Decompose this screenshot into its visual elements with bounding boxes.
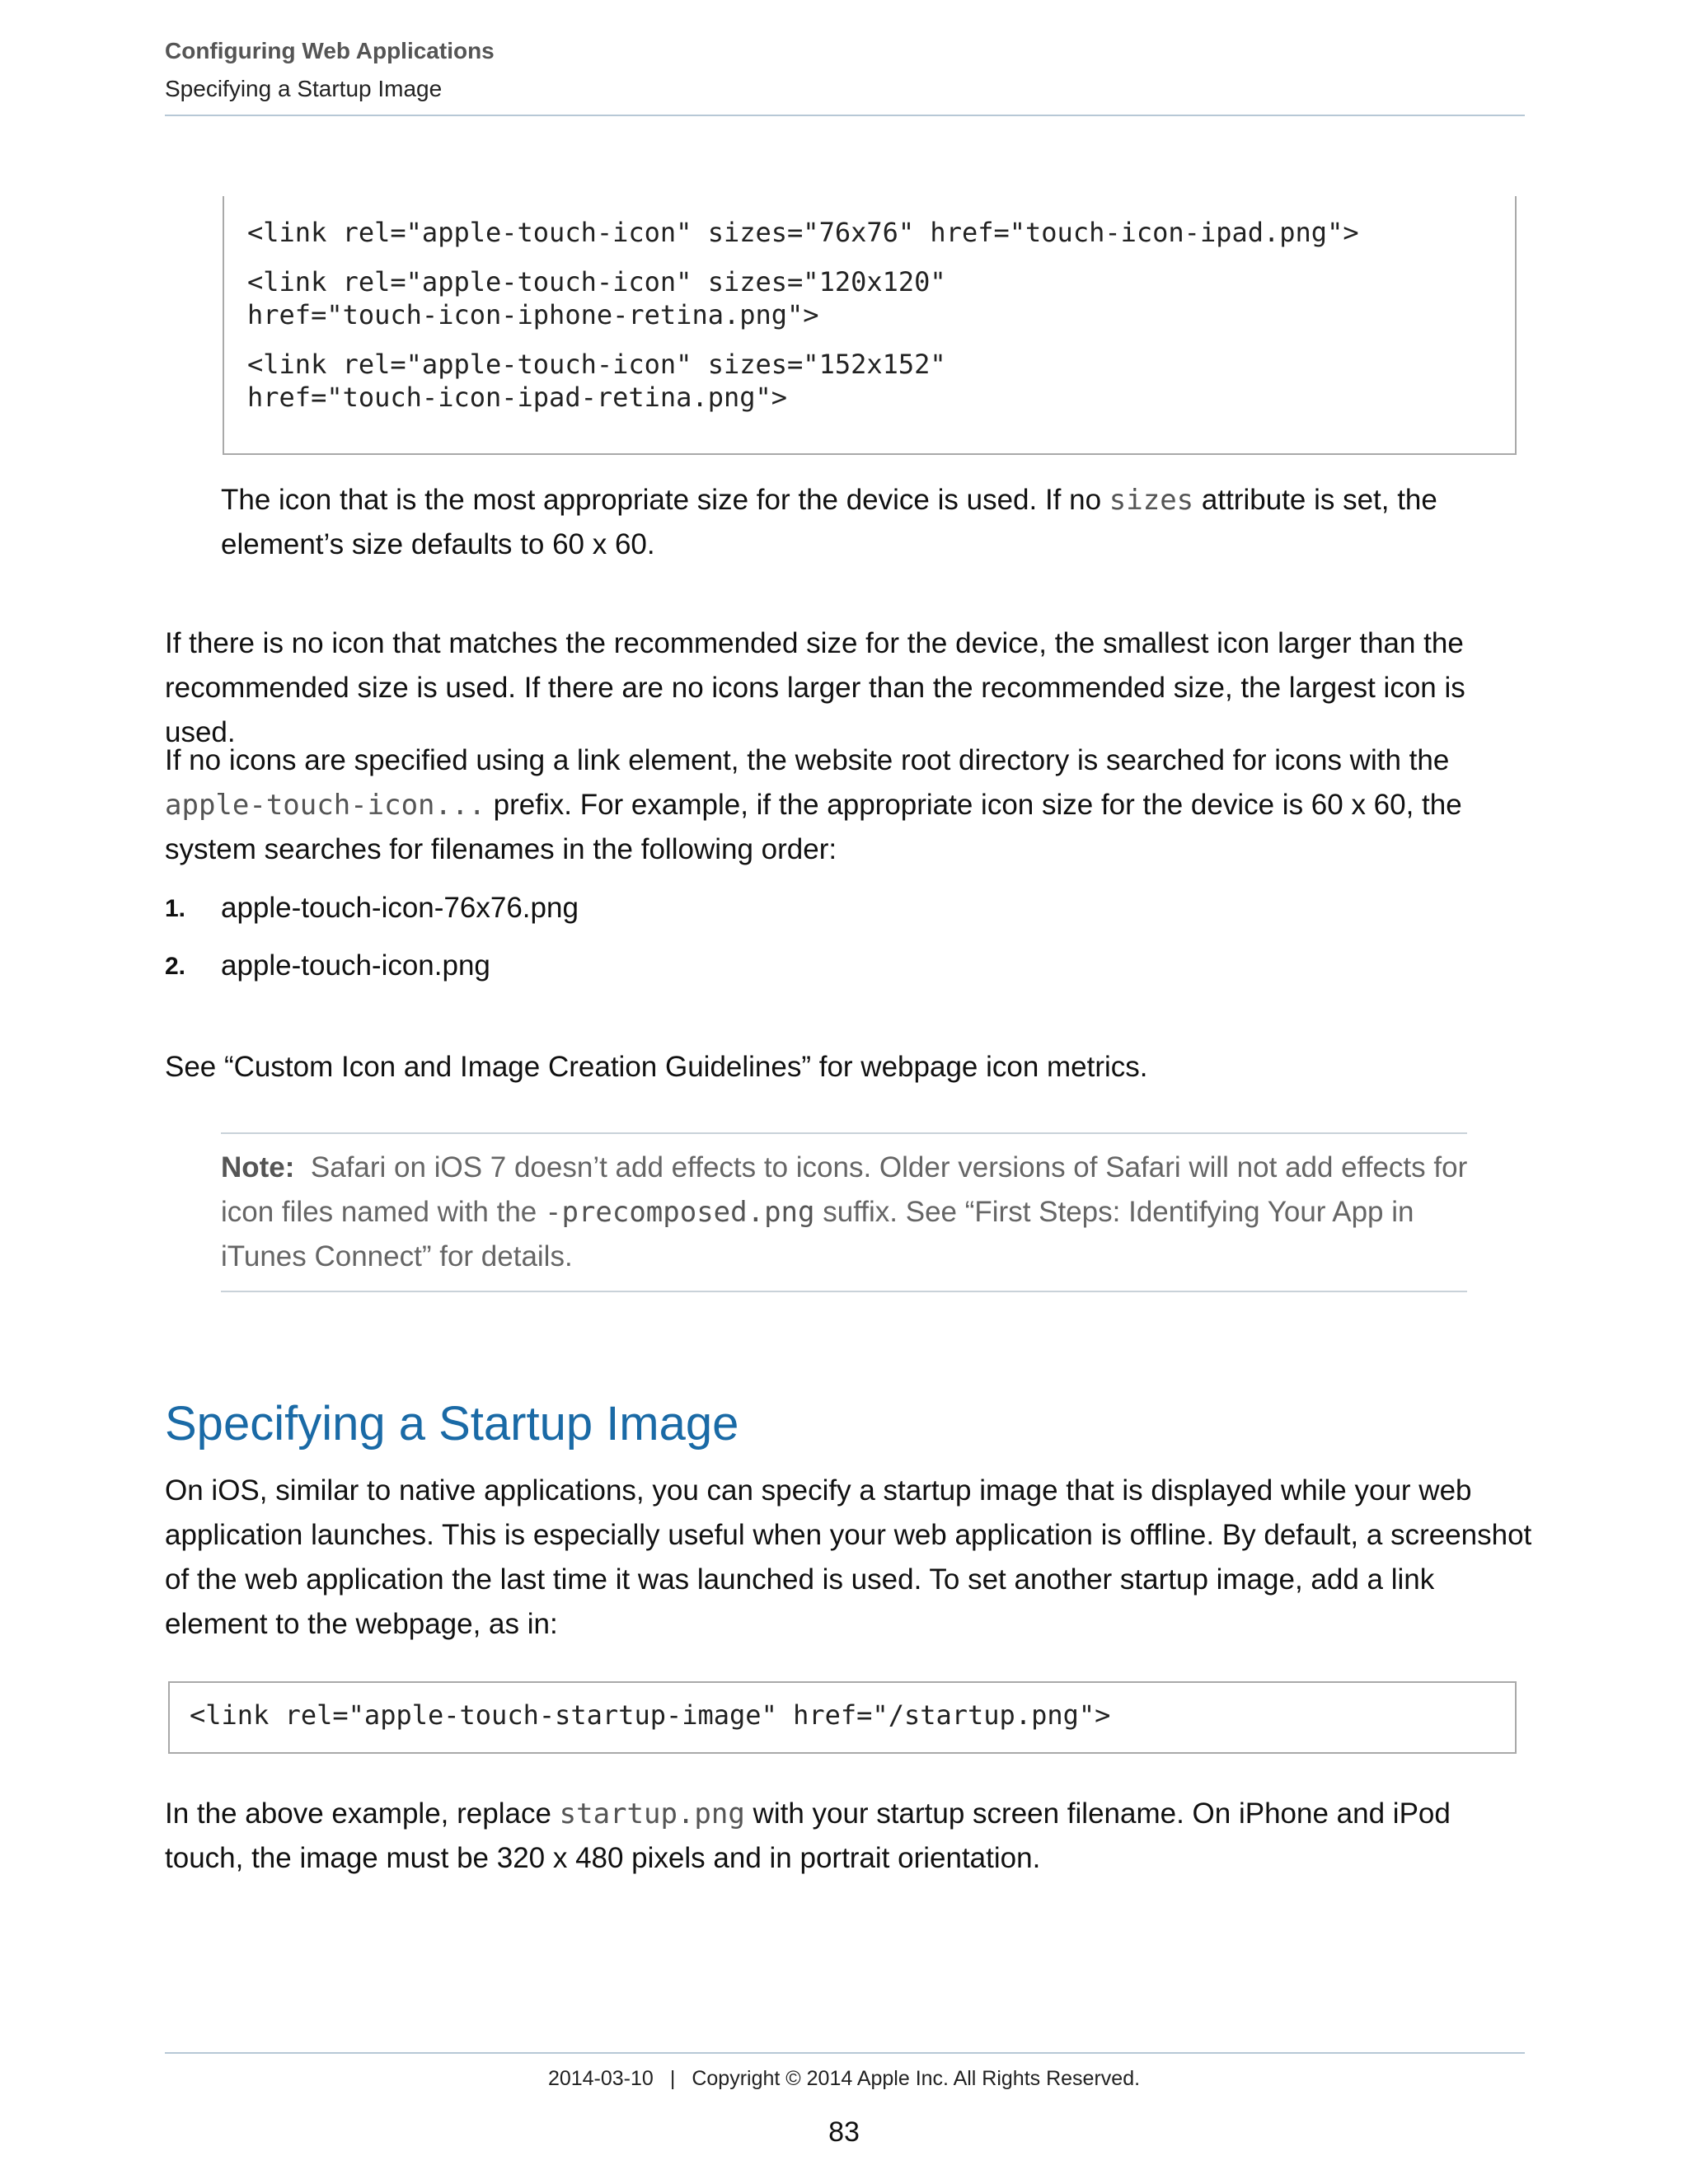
inline-code: -precomposed.png (544, 1196, 815, 1229)
list-item: apple-touch-icon-76x76.png (221, 892, 579, 924)
paragraph-see-guidelines: See “Custom Icon and Image Creation Guidelines” for webpage icon metrics. (165, 1051, 1148, 1083)
paragraph-icon-size: The icon that is the most appropriate size for the device is used. If no sizes attribute is set, the element’s size defaults to 60 x 60. (221, 484, 1437, 560)
code-block-touch-icons (223, 196, 1517, 455)
inline-code: sizes (1109, 484, 1194, 517)
list-item: apple-touch-icon.png (221, 949, 490, 982)
paragraph-replace-filename: In the above example, replace startup.png with your startup screen filename. On iPhone and iPod touch, the image must be 320 x 480 pixels and in portrait orientation. (165, 1797, 1451, 1874)
list-item-number: 2. (165, 953, 186, 980)
paragraph-no-match: If there is no icon that matches the recommended size for the device, the smallest icon larger than the recommended size is used. If there are no icons larger than the recommended size, the largest icon is used. (165, 627, 1465, 748)
running-header-chapter: Configuring Web Applications (165, 38, 495, 63)
inline-code: startup.png (559, 1797, 745, 1830)
note-bottom-rule (221, 1291, 1467, 1292)
code-block-startup-image: <link rel="apple-touch-startup-image" href="/startup.png"> (168, 1681, 1517, 1754)
page-number: 83 (828, 2116, 860, 2148)
note-top-rule (221, 1132, 1467, 1134)
note-label: Note: (221, 1151, 295, 1183)
footer-copyright: Copyright © 2014 Apple Inc. All Rights Reserved. (692, 2067, 1141, 2090)
paragraph-startup-image: On iOS, similar to native applications, you can specify a startup image that is displayed while your web application launches. This is especially useful when your web application is offline. By default, a screenshot of the web application the last time it was launched is used. To set another startup image, add a link element to the webpage, as in: (165, 1474, 1532, 1640)
footer-date: 2014-03-10 (547, 2067, 654, 2090)
code-line: <link rel="apple-touch-icon" sizes="76x76" href="touch-icon-ipad.png"> (247, 217, 1359, 248)
footer (0, 2067, 1688, 2091)
section-heading: Specifying a Startup Image (165, 1397, 739, 1451)
code-line: <link rel="apple-touch-icon" sizes="152x152" href="touch-icon-ipad-retina.png"> (247, 349, 946, 413)
note-box: Note: Safari on iOS 7 doesn’t add effects to icons. Older versions of Safari will not add effects for icon files named with the -precomposed.png suffix. See “First Steps: Identifying Your App in iTunes Connect” for details. (221, 1151, 1468, 1272)
footer-divider (165, 2052, 1525, 2054)
header-divider (165, 115, 1525, 116)
list-item-number: 1. (165, 895, 186, 922)
code-line: <link rel="apple-touch-icon" sizes="120x120" href="touch-icon-iphone-retina.png"> (247, 266, 946, 330)
paragraph-no-icons: If no icons are specified using a link element, the website root directory is searched for icons with the apple-touch-icon... prefix. For example, if the appropriate icon size for the device is 60 x 60, the system searches for filenames in the following order: (165, 744, 1462, 865)
running-header-section: Specifying a Startup Image (165, 76, 443, 101)
inline-code: apple-touch-icon... (165, 789, 485, 822)
footer-separator: | (669, 2067, 676, 2090)
